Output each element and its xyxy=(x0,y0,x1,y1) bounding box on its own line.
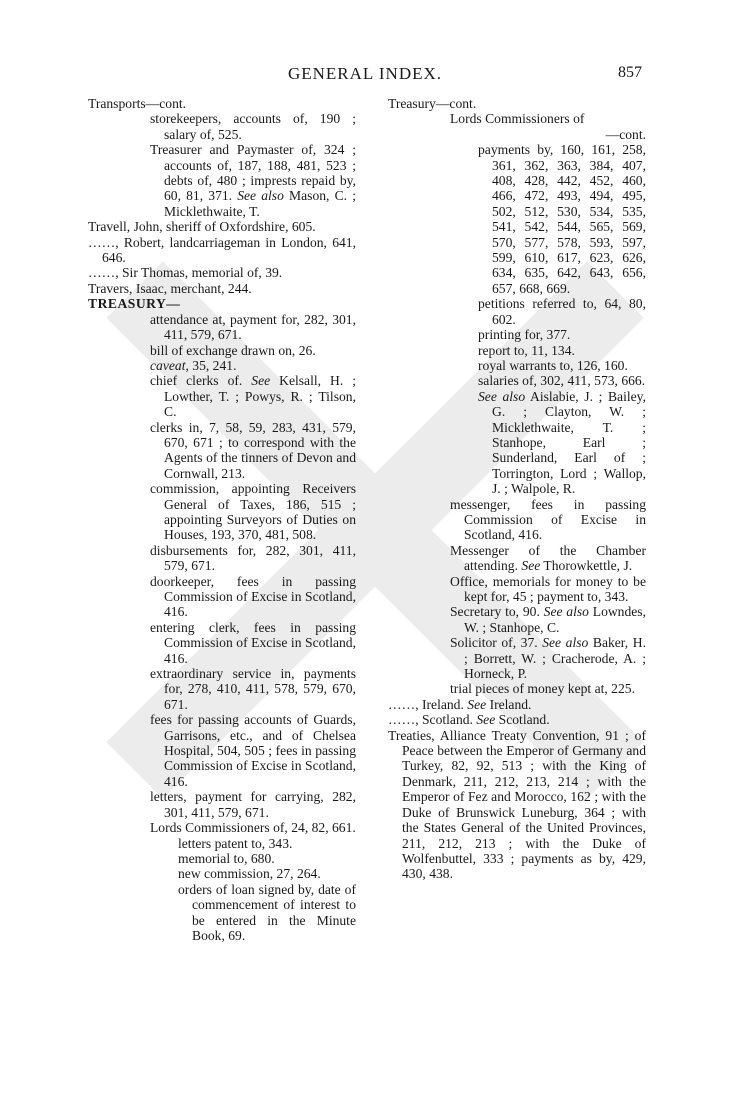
see-ref: See xyxy=(251,373,271,389)
index-subentry: storekeepers, accounts of, 190 ; salary of, 525. xyxy=(150,111,356,142)
index-entry-travers: Travers, Isaac, merchant, 244. xyxy=(88,280,252,296)
index-subentry: attendance at, payment for, 282, 301, 411, 579, 671. xyxy=(150,311,356,343)
see-also-ref: See also xyxy=(237,188,284,204)
entry-text: Secretary to, 90. xyxy=(450,604,540,620)
see-also-ref: See also xyxy=(478,388,526,404)
index-subentry: commission, appointing Receivers General of Taxes, 186, 515 ; appointing Surveyors of Duties on Houses, 193, 370, 481, 508. xyxy=(150,481,356,543)
index-subsubentry: salaries of, 302, 411, 573, 666. xyxy=(478,373,646,389)
entry-text: Lowndes, W. ; Stanhope, C. xyxy=(464,604,646,635)
left-column xyxy=(88,96,356,943)
entry-italic: caveat xyxy=(150,357,186,373)
entry-text: Mason, C. ; Micklethwaite, T. xyxy=(164,188,356,219)
index-subentry: doorkeeper, fees in passing Commission of Excise in Scotland, 416. xyxy=(150,573,356,620)
index-subsubentry: royal warrants to, 126, 160. xyxy=(478,357,628,373)
index-subentry xyxy=(150,373,356,419)
index-subentry: extraordinary service in, payments for, 278, 410, 411, 578, 579, 670, 671. xyxy=(150,666,356,712)
index-subsubentry: report to, 11, 134. xyxy=(478,342,575,358)
index-subentry: clerks in, 7, 58, 59, 283, 431, 579, 670, 671 ; to correspond with the Agents of the tinners of Devon and Cornwall, 213. xyxy=(150,419,356,481)
entry-text: ……, Ireland. xyxy=(388,696,464,712)
index-subentry xyxy=(450,604,646,635)
index-entry-scotland xyxy=(388,712,646,727)
index-subsubentry: letters patent to, 343. xyxy=(178,835,293,851)
see-ref: See xyxy=(467,696,487,712)
page-title: GENERAL INDEX. xyxy=(287,64,443,83)
cont-marker: —cont. xyxy=(605,126,646,142)
index-subsubentry: orders of loan signed by, date of commencement of interest to be entered in the Minute Book, 69. xyxy=(178,881,356,943)
index-subentry: bill of exchange drawn on, 26. xyxy=(150,342,316,358)
index-subentry xyxy=(450,543,646,574)
index-subentry: fees for passing accounts of Guards, Garrisons, etc., and of Chelsea Hospital, 504, 505 ; fees in passing Commission of Excise in Scotland, 416. xyxy=(150,712,356,789)
index-heading-transports: Transports—cont. xyxy=(88,96,187,111)
entry-text: Solicitor of, 37. xyxy=(450,635,538,651)
index-subentry xyxy=(150,142,356,219)
see-ref: See xyxy=(476,712,496,728)
index-subentry: Office, memorials for money to be kept for, 45 ; payment to, 343. xyxy=(450,573,646,604)
entry-text: Thorowkettle, J. xyxy=(543,558,633,574)
see-ref: See xyxy=(521,558,541,574)
entry-text: Treasurer and Paymaster of, 324 ; accounts of, 187, 188, 481, 523 ; debts of, 480 ; imprests repaid by, 60, 81, 371. xyxy=(150,142,356,204)
entry-text: , 35, 241. xyxy=(185,357,237,373)
index-entry-travell-thomas: ……, Sir Thomas, memorial of, 39. xyxy=(88,265,283,281)
entry-text: Messenger of the Chamber attending. xyxy=(450,542,646,574)
entry-text: Kelsall, H. ; Lowther, T. ; Powys, R. ; Tilson, C. xyxy=(164,373,356,420)
index-entry-treaties: Treaties, Alliance Treaty Convention, 91 ; of Peace between the Emperor of Germany and Turkey, 82, 92, 513 ; with the King of Denmark, 211, 212, 213, 214 ; with the Emperor of Fez and Morocco, 162 ; with the Duke of Brunswick Luneburg, 364 ; with the States General of the United Provinces, 211, 212, 213 ; with the Duke of Wolfenbuttel, 333 ; payments as by, 429, 430, 438. xyxy=(388,727,646,882)
page-number: 857 xyxy=(618,64,642,81)
see-also-ref: See also xyxy=(542,635,589,651)
index-subentry: entering clerk, fees in passing Commission of Excise in Scotland, 416. xyxy=(150,619,356,666)
entry-text: Scotland. xyxy=(498,712,550,728)
index-subentry xyxy=(450,635,646,681)
entry-text: Baker, H. ; Borrett, W. ; Cracherode, A. ; Horneck, P. xyxy=(464,635,646,682)
entry-text: Aislabie, J. ; Bailey, G. ; Clayton, W. ; Micklethwaite, T. ; Stanhope, Earl ; Sunderland, Earl of ; Torrington, Lord ; Wallop, J. ; Walpole, R. xyxy=(492,388,646,497)
index-subsubentry: payments by, 160, 161, 258, 361, 362, 363, 384, 407, 408, 428, 442, 452, 460, 466, 472, 493, 494, 495, 502, 512, 530, 534, 535, 541, 542, 544, 565, 569, 570, 577, 578, 593, 597, 599, 610, 617, 623, 626, 634, 635, 642, 643, 656, 657, 668, 669. xyxy=(478,142,646,296)
index-subentry: trial pieces of money kept at, 225. xyxy=(450,681,635,697)
index-subentry: Lords Commissioners of, 24, 82, 661. xyxy=(150,820,356,836)
index-subsubentry: petitions referred to, 64, 80, 602. xyxy=(478,296,646,327)
index-subentry: messenger, fees in passing Commission of Excise in Scotland, 416. xyxy=(450,496,646,543)
entry-text: ……, Scotland. xyxy=(388,712,473,728)
index-subsubentry xyxy=(478,389,646,497)
page-header xyxy=(0,64,730,88)
index-subentry xyxy=(150,358,356,373)
index-subsubentry: new commission, 27, 264. xyxy=(178,866,321,882)
index-subentry: disbursements for, 282, 301, 411, 579, 671. xyxy=(150,542,356,574)
index-heading-treasury: TREASURY— xyxy=(88,296,181,312)
index-entry-travell-robert: ……, Robert, landcarriageman in London, 641, 646. xyxy=(88,234,356,266)
index-entry-travell-john: Travell, John, sheriff of Oxfordshire, 605. xyxy=(88,219,316,235)
index-heading-treasury-cont: Treasury—cont. xyxy=(388,96,477,111)
index-subentry: letters, payment for carrying, 282, 301, 411, 579, 671. xyxy=(150,789,356,820)
entry-text: Ireland. xyxy=(489,696,532,712)
see-also-ref: See also xyxy=(543,604,589,620)
index-entry-ireland xyxy=(388,697,646,712)
entry-text: chief clerks of. xyxy=(150,373,243,389)
index-subsubentry: printing for, 377. xyxy=(478,327,571,343)
index-heading-lords-commissioners: Lords Commissioners of xyxy=(450,111,585,127)
index-subsubentry: memorial to, 680. xyxy=(178,850,275,866)
right-column xyxy=(388,96,646,882)
